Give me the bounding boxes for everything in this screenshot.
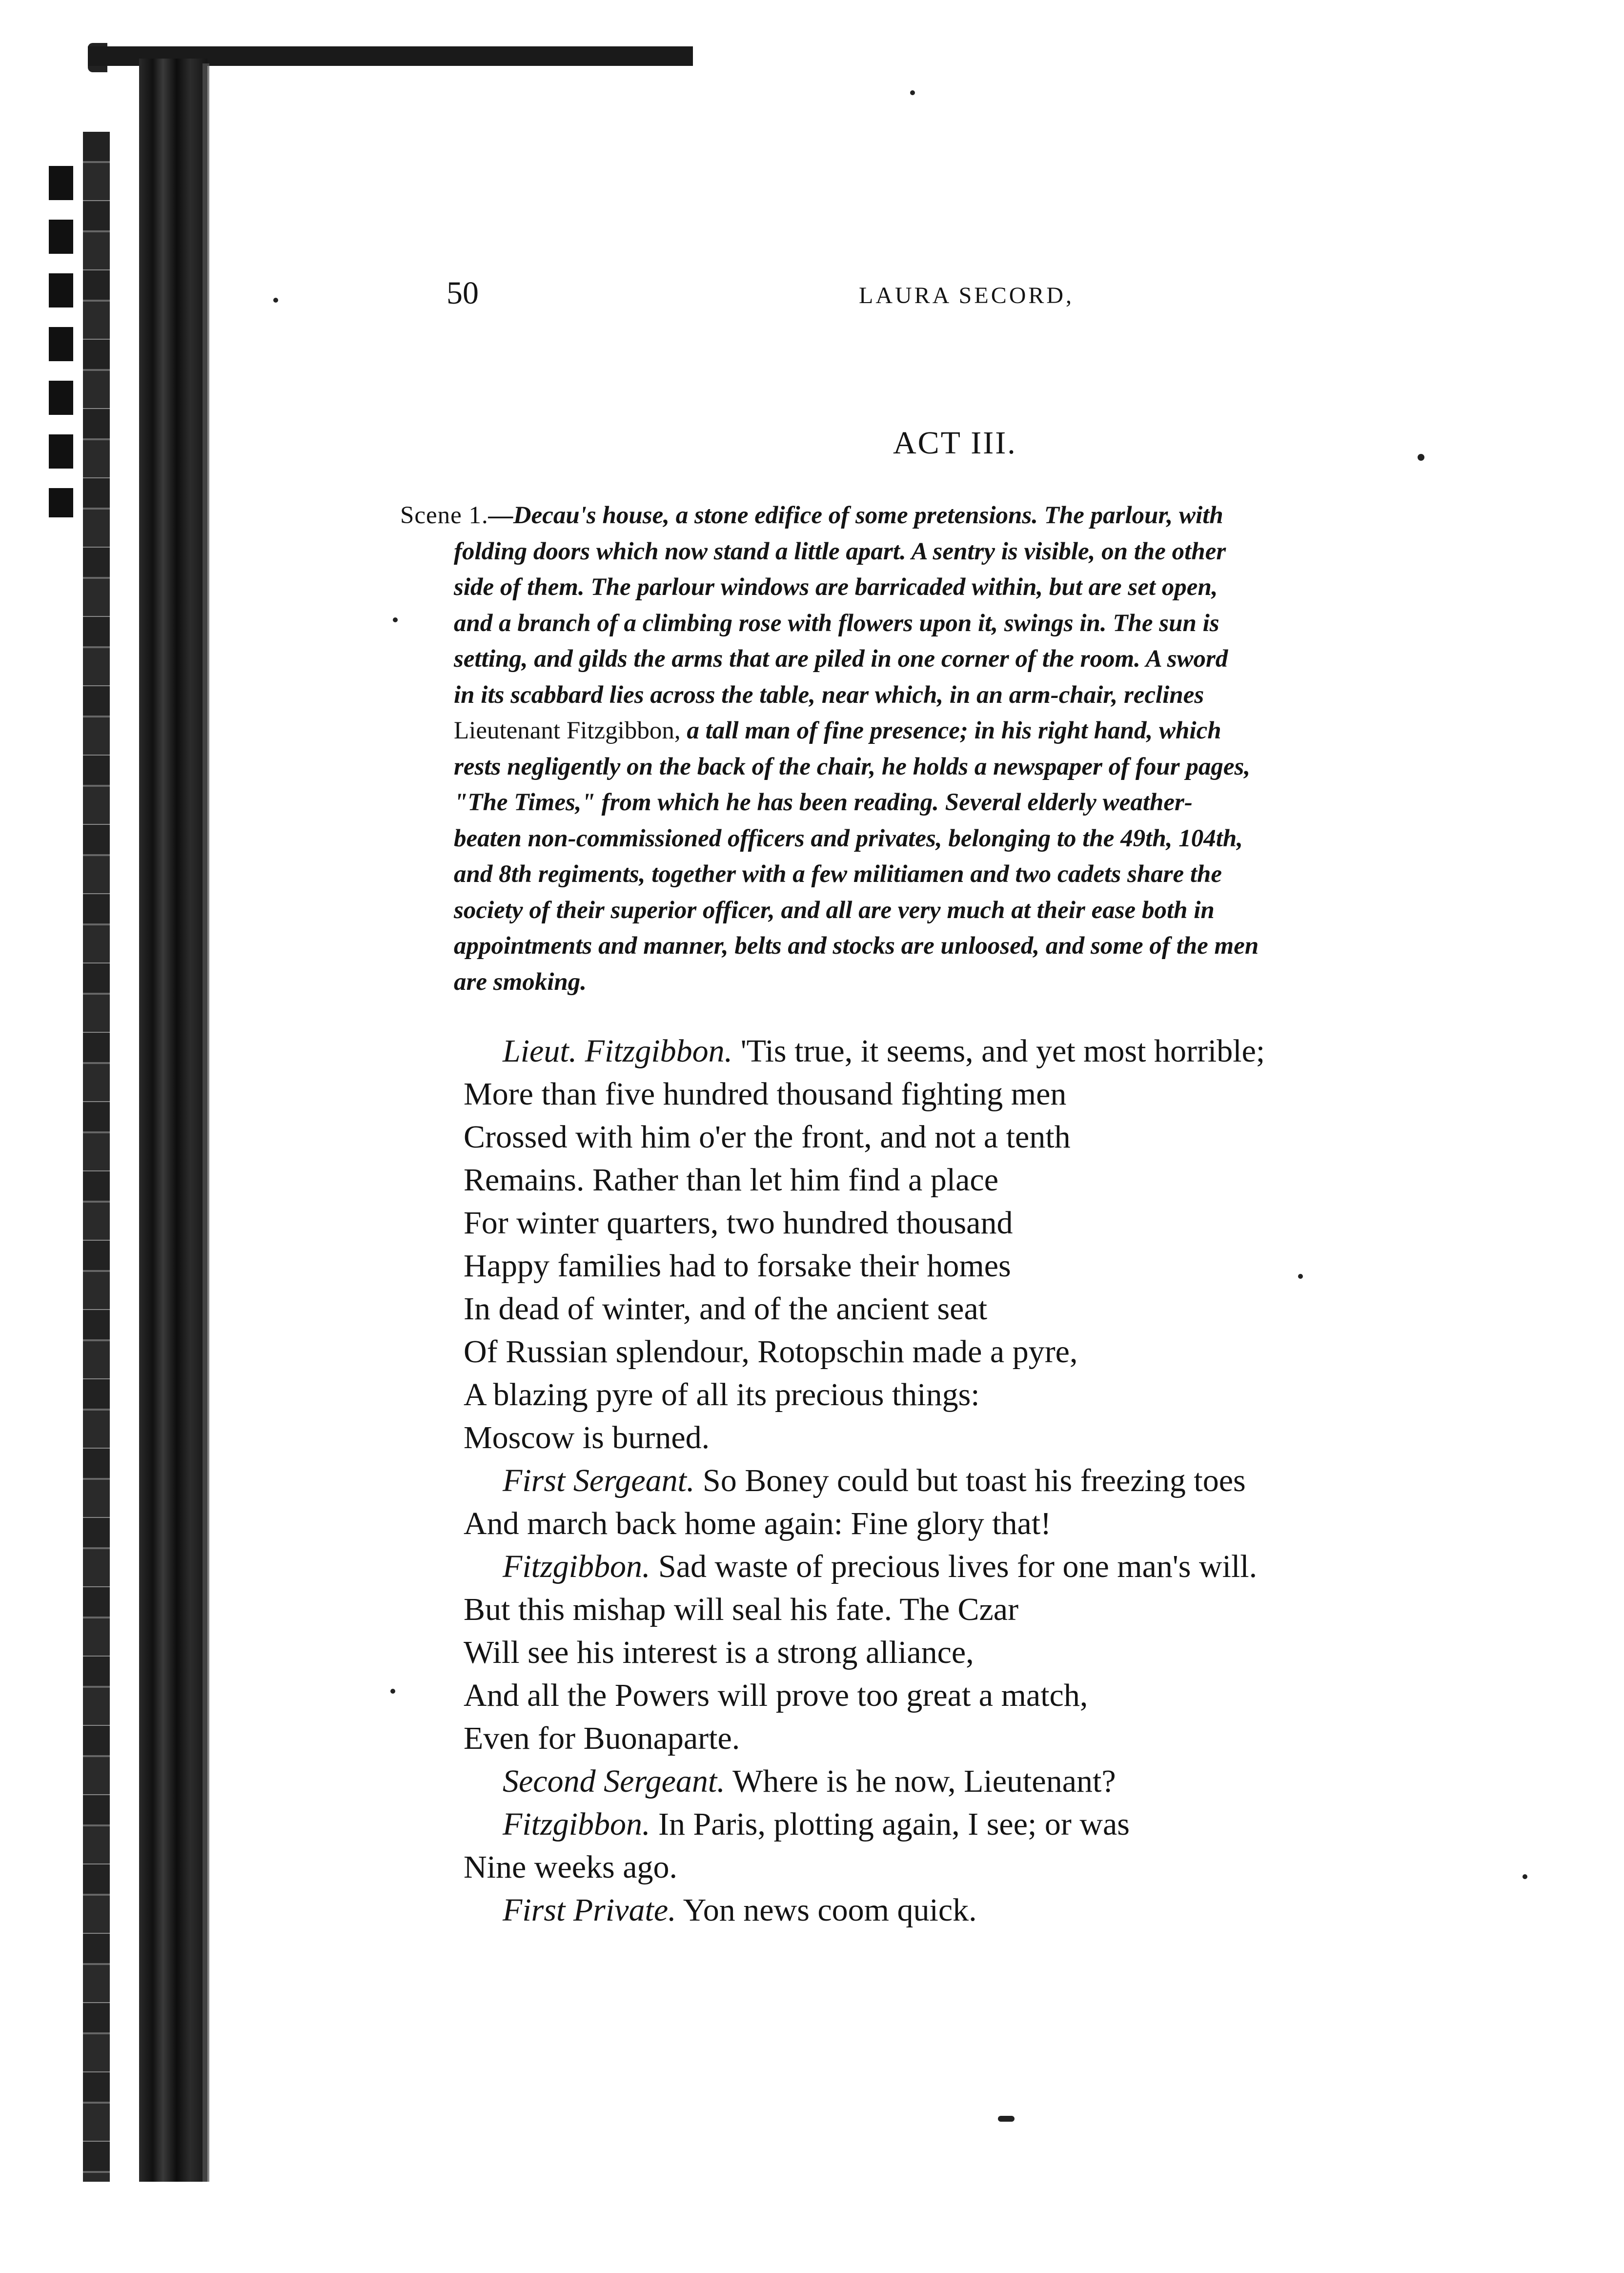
scan-speck xyxy=(390,1689,395,1694)
verse-line xyxy=(464,1373,1586,1416)
verse-line xyxy=(464,1030,1586,1073)
speech-text: In dead of winter, and of the ancient seat xyxy=(464,1291,988,1327)
speaker-name: Second Sergeant. xyxy=(503,1763,725,1799)
verse-line xyxy=(464,1846,1586,1889)
speaker-name: Lieut. Fitzgibbon. xyxy=(503,1033,733,1069)
speaker-name: First Sergeant. xyxy=(503,1463,695,1498)
speech-text: Crossed with him o'er the front, and not a tenth xyxy=(464,1119,1071,1155)
scan-speck xyxy=(393,617,398,622)
speech-text: For winter quarters, two hundred thousand xyxy=(464,1205,1013,1241)
verse-line xyxy=(464,1674,1586,1717)
scan-speck xyxy=(910,90,915,95)
verse-line xyxy=(464,1502,1586,1545)
speech-text: Nine weeks ago. xyxy=(464,1849,678,1885)
verse-line xyxy=(464,1116,1586,1159)
speech-text: A blazing pyre of all its precious things: xyxy=(464,1377,980,1413)
scene-line: in its scabbard lies across the table, near which, in an arm-chair, reclines xyxy=(454,681,1204,709)
scan-speck xyxy=(1418,454,1424,461)
scene-line: rests negligently on the back of the chair, he holds a newspaper of four pages, xyxy=(454,753,1251,780)
speech-text: Remains. Rather than let him find a place xyxy=(464,1162,998,1198)
speech-text: Will see his interest is a strong alliance, xyxy=(464,1635,974,1670)
running-title: LAURA SECORD, xyxy=(859,283,1075,308)
scene-line: folding doors which now stand a little apart. A sentry is visible, on the other xyxy=(454,537,1226,565)
scene-line: appointments and manner, belts and stocks are unloosed, and some of the men xyxy=(454,932,1259,960)
verse-line xyxy=(464,1760,1586,1803)
scene-line: are smoking. xyxy=(454,968,587,996)
speech-text: Of Russian splendour, Rotopschin made a pyre, xyxy=(464,1334,1078,1370)
verse-line xyxy=(464,1889,1586,1932)
verse-line xyxy=(464,1202,1586,1245)
scene-line: setting, and gilds the arms that are piled in one corner of the room. A sword xyxy=(454,645,1228,673)
speech-text: More than five hundred thousand fighting men xyxy=(464,1076,1067,1112)
verse-line xyxy=(464,1459,1586,1502)
binding-spine xyxy=(139,59,207,2182)
speaker-name: Fitzgibbon. xyxy=(503,1806,650,1842)
verse-line xyxy=(464,1717,1586,1760)
binding-shadow xyxy=(203,63,209,2182)
speech-text: Where is he now, Lieutenant? xyxy=(732,1763,1116,1799)
dialogue xyxy=(464,1030,1586,1932)
speech-text: Sad waste of precious lives for one man's will. xyxy=(658,1549,1258,1584)
scene-line-text: a tall man of fine presence; in his right hand, which xyxy=(687,717,1221,744)
speech-text: And march back home again: Fine glory that! xyxy=(464,1506,1052,1541)
speech-text: Moscow is burned. xyxy=(464,1420,710,1455)
speech-text: Yon news coom quick. xyxy=(683,1892,977,1928)
verse-line xyxy=(464,1588,1586,1631)
speech-text: Even for Buonaparte. xyxy=(464,1720,740,1756)
binding-edge-left xyxy=(83,132,110,2182)
speech-text: Happy families had to forsake their homes xyxy=(464,1248,1011,1284)
page-number: 50 xyxy=(447,275,479,311)
speech-text: In Paris, plotting again, I see; or was xyxy=(658,1806,1130,1842)
speech-text: 'Tis true, it seems, and yet most horrible; xyxy=(740,1033,1265,1069)
character-name: Lieutenant Fitzgibbon, xyxy=(454,717,681,744)
speaker-name: Fitzgibbon. xyxy=(503,1549,650,1584)
verse-line xyxy=(464,1331,1586,1373)
verse-line xyxy=(464,1416,1586,1459)
speech-text: And all the Powers will prove too great a match, xyxy=(464,1678,1088,1713)
speech-text: But this mishap will seal his fate. The Czar xyxy=(464,1592,1019,1627)
scene-line xyxy=(400,498,1498,534)
scene-line-text: —Decau's house, a stone edifice of some pretensions. The parlour, with xyxy=(488,502,1223,529)
verse-line xyxy=(464,1803,1586,1846)
scene-line: side of them. The parlour windows are barricaded within, but are set open, xyxy=(454,573,1218,601)
verse-line xyxy=(464,1631,1586,1674)
verse-line xyxy=(464,1288,1586,1331)
speaker-name: First Private. xyxy=(503,1892,676,1928)
scan-speck xyxy=(273,298,278,303)
scene-line xyxy=(454,713,1498,749)
verse-line xyxy=(464,1245,1586,1288)
scene-line: society of their superior officer, and all are very much at their ease both in xyxy=(454,896,1215,924)
scene-line: and 8th regiments, together with a few militiamen and two cadets share the xyxy=(454,860,1222,888)
speech-text: So Boney could but toast his freezing toes xyxy=(703,1463,1246,1498)
scan-edge-marks xyxy=(49,166,73,517)
scan-speck xyxy=(998,2116,1015,2122)
verse-line xyxy=(464,1073,1586,1116)
scene-direction xyxy=(400,498,1498,1000)
scene-heading: Scene 1. xyxy=(400,502,488,529)
scene-line: beaten non-commissioned officers and privates, belonging to the 49th, 104th, xyxy=(454,824,1243,852)
act-title: ACT III. xyxy=(893,425,1017,461)
scene-line: and a branch of a climbing rose with flowers upon it, swings in. The sun is xyxy=(454,609,1219,637)
verse-line xyxy=(464,1545,1586,1588)
verse-line xyxy=(464,1159,1586,1202)
scene-line: "The Times," from which he has been reading. Several elderly weather- xyxy=(454,789,1193,816)
